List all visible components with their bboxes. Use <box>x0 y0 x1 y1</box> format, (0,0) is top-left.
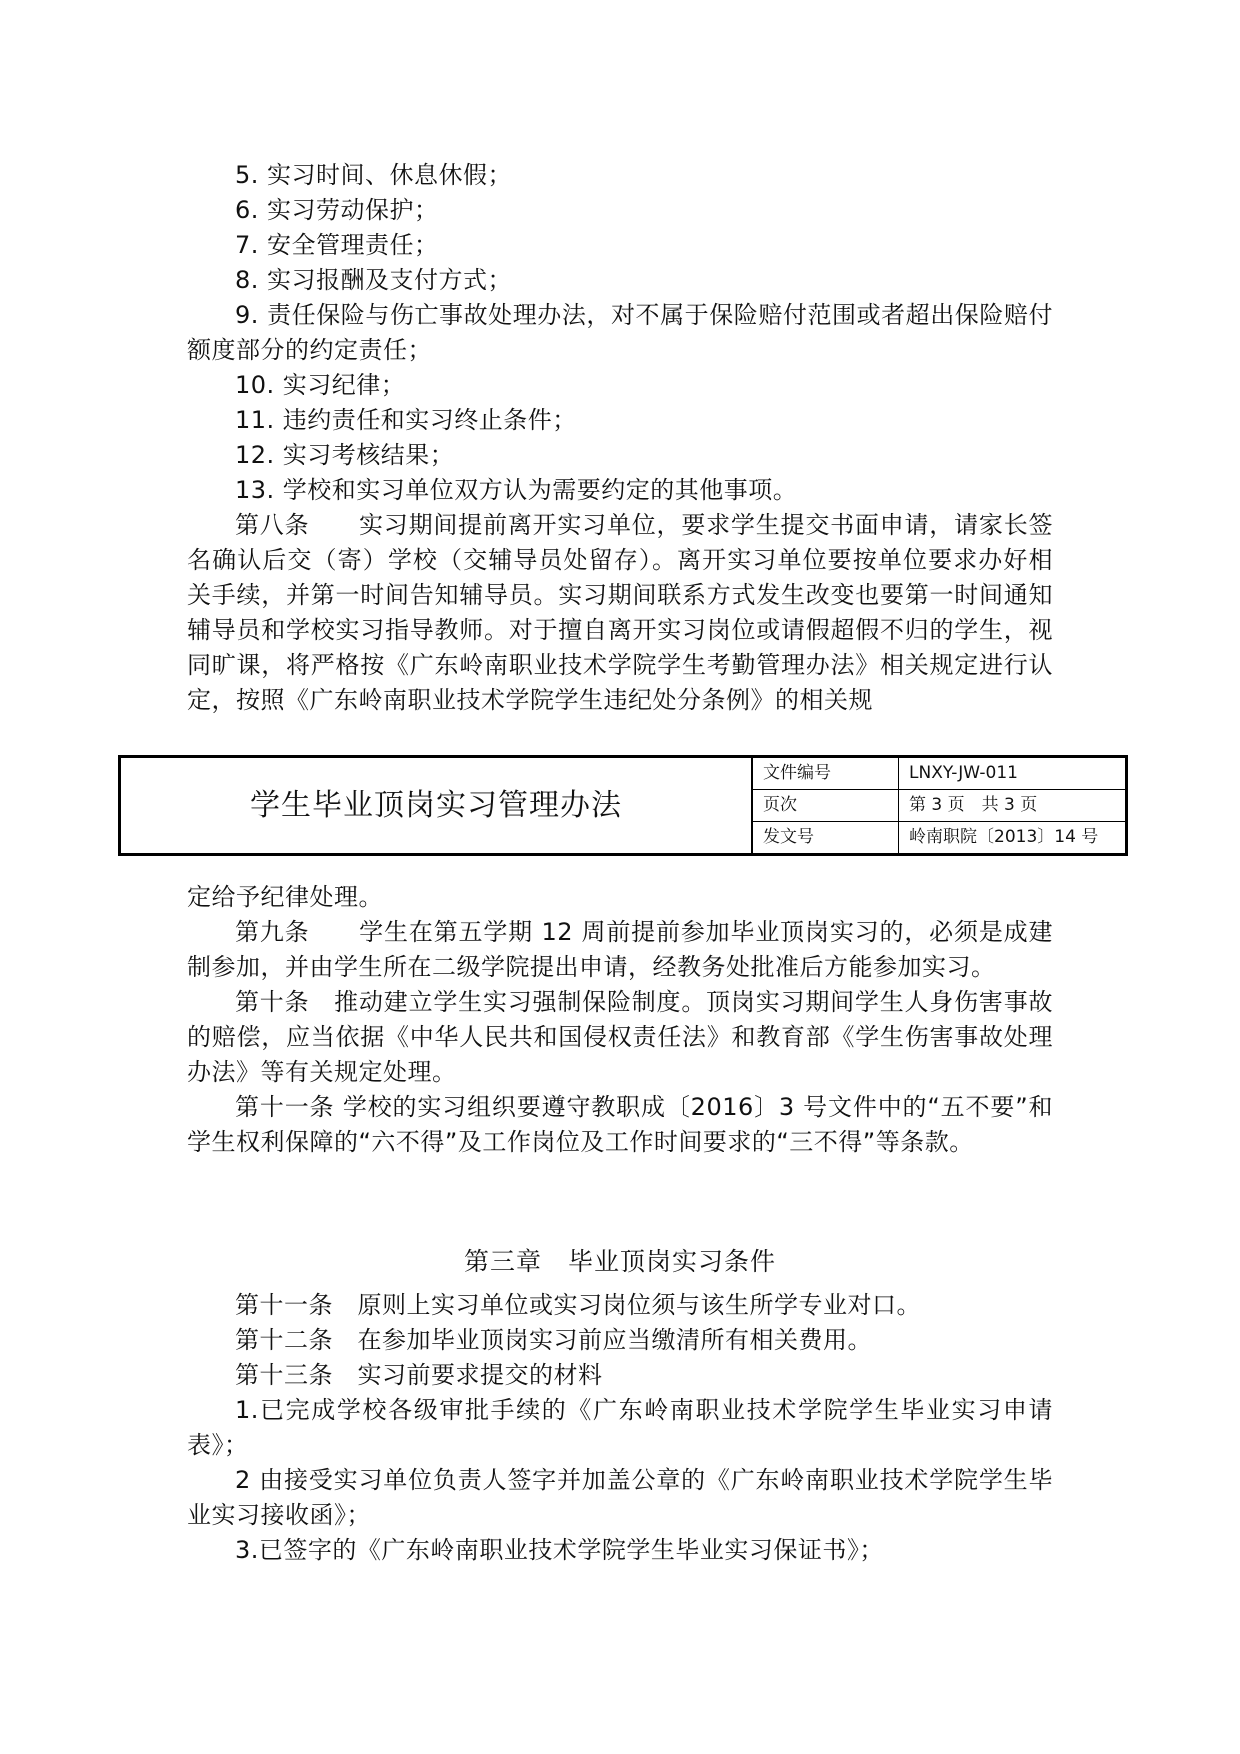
article-paragraph: 第十一条 原则上实习单位或实习岗位须与该生所学专业对口。 <box>235 1291 921 1319</box>
article-11-paragraph: 第十一条 学校的实习组织要遵守教职成〔2016〕3 号文件中的“五不要”和学生权利保障的“六不得”及工作岗位及工作时间要求的“三不得”等条款。 <box>187 1093 1053 1156</box>
middle-text-block <box>187 880 1053 1160</box>
list-item: 8. 实习报酬及支付方式； <box>235 266 513 294</box>
file-number-label: 文件编号 <box>752 757 899 790</box>
list-item: 6. 实习劳动保护； <box>235 196 439 224</box>
chapter-title: 第三章 毕业顶岗实习条件 <box>463 1247 776 1276</box>
issue-number-label: 发文号 <box>752 822 899 855</box>
page-label: 页次 <box>752 790 899 822</box>
list-item: 3.已签字的《广东岭南职业技术学院学生毕业实习保证书》； <box>235 1536 884 1564</box>
list-item: 11. 违约责任和实习终止条件； <box>235 406 577 434</box>
list-item: 7. 安全管理责任； <box>235 231 439 259</box>
article-paragraph: 第十二条 在参加毕业顶岗实习前应当缴清所有相关费用。 <box>235 1326 872 1354</box>
file-number-value: LNXY-JW-011 <box>899 757 1127 790</box>
list-item: 5. 实习时间、休息休假； <box>235 161 513 189</box>
issue-number-value: 岭南职院〔2013〕14 号 <box>899 822 1127 855</box>
page-value: 第 3 页 共 3 页 <box>899 790 1127 822</box>
article-paragraph: 第十三条 实习前要求提交的材料 <box>235 1361 603 1389</box>
document-header-table <box>118 755 1128 856</box>
list-item: 1.已完成学校各级审批手续的《广东岭南职业技术学院学生毕业实习申请表》； <box>187 1396 1053 1459</box>
article-8-paragraph: 第八条 实习期间提前离开实习单位，要求学生提交书面申请，请家长签名确认后交（寄）学校（交辅导员处留存）。离开实习单位要按单位要求办好相关手续，并第一时间告知辅导员。实习期间联系方式发生改变也要第一时间通知辅导员和学校实习指导教师。对于擅自离开实习岗位或请假超假不归的学生，视同旷课，将严格按《广东岭南职业技术学院学生考勤管理办法》相关规定进行认定，按照《广东岭南职业技术学院学生违纪处分条例》的相关规 <box>187 511 1053 714</box>
top-text-block <box>187 158 1053 718</box>
list-item: 2 由接受实习单位负责人签字并加盖公章的《广东岭南职业技术学院学生毕业实习接收函》； <box>187 1466 1053 1529</box>
continued-line: 定给予纪律处理。 <box>187 883 383 911</box>
list-item: 9. 责任保险与伤亡事故处理办法，对不属于保险赔付范围或者超出保险赔付额度部分的约定责任； <box>187 301 1053 364</box>
article-10-paragraph: 第十条 推动建立学生实习强制保险制度。顶岗实习期间学生人身伤害事故的赔偿，应当依据《中华人民共和国侵权责任法》和教育部《学生伤害事故处理办法》等有关规定处理。 <box>187 988 1053 1086</box>
list-item: 12. 实习考核结果； <box>235 441 455 469</box>
list-item: 13. 学校和实习单位双方认为需要约定的其他事项。 <box>235 476 798 504</box>
article-9-paragraph: 第九条 学生在第五学期 12 周前提前参加毕业顶岗实习的，必须是成建制参加，并由学生所在二级学院提出申请，经教务处批准后方能参加实习。 <box>187 918 1053 981</box>
bottom-text-block <box>187 1288 1053 1568</box>
list-item: 10. 实习纪律； <box>235 371 406 399</box>
document-title: 学生毕业顶岗实习管理办法 <box>120 757 753 855</box>
